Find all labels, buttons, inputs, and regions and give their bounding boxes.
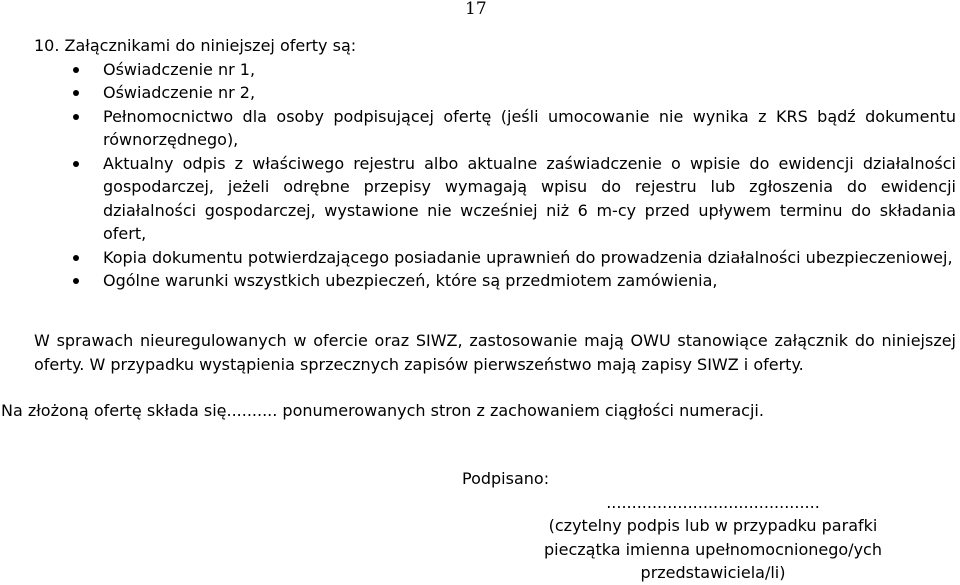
owu-paragraph: W sprawach nieuregulowanych w ofercie oraz SIWZ, zastosowanie mają OWU stanowiące załącznik do niniejszej oferty. W przypadku wystąpienia sprzecznych zapisów pierwszeństwo mają zapisy SIWZ i oferty. [34,331,956,374]
bullet-icon [73,255,79,261]
list-item [0,269,956,293]
bullet-icon [73,278,79,284]
list-item-text: Pełnomocnictwo dla osoby podpisującej ofertę (jeśli umocowanie nie wynika z KRS bądź dokumentu równorzędnego), [103,106,956,149]
list-item-text: Ogólne warunki wszystkich ubezpieczeń, które są przedmiotem zamówienia, [103,271,718,290]
bullet-icon [73,90,79,96]
list-item-text: Oświadczenie nr 2, [103,83,256,102]
list-item [0,81,956,105]
list-item [0,58,956,82]
list-item [0,246,956,270]
bullet-icon [73,161,79,167]
list-item-text: Oświadczenie nr 1, [103,59,256,79]
list-item-text: Kopia dokumentu potwierdzającego posiadanie uprawnień do prowadzenia działalności ubezpieczeniowej, [103,247,953,267]
signature-note-line-3: przedstawiciela/li) [640,563,786,582]
bullet-icon [73,114,79,120]
bullet-icon [73,67,79,73]
signature-details [533,491,893,585]
list-item [0,105,956,152]
attachments-list [0,58,960,293]
signature-dots: .......................................... [606,492,820,512]
list-item-text: Aktualny odpis z właściwego rejestru albo aktualne zaświadczenie o wpisie do ewidencji działalności gospodarczej, jeżeli odrębne przepisy wymagają wpisu do rejestru lub zgłoszenia do ewidencji działalności gospodarczej, wystawione nie wcześniej niż 6 m-cy przed upływem terminu do składania ofert, [103,153,956,243]
signature-note-line-1: (czytelny podpis lub w przypadku parafki [548,516,878,535]
signature-label: Podpisano: [462,469,550,488]
signature-note-line-2: pieczątka imienna upełnomocnionego/ych [544,539,882,559]
page-number: 17 [465,0,487,19]
attachments-heading: 10. Załącznikami do niniejszej oferty są: [34,36,357,55]
pages-statement: Na złożoną ofertę składa się.......... ponumerowanych stron z zachowaniem ciągłości numeracji. [1,401,764,420]
list-item [0,152,956,246]
